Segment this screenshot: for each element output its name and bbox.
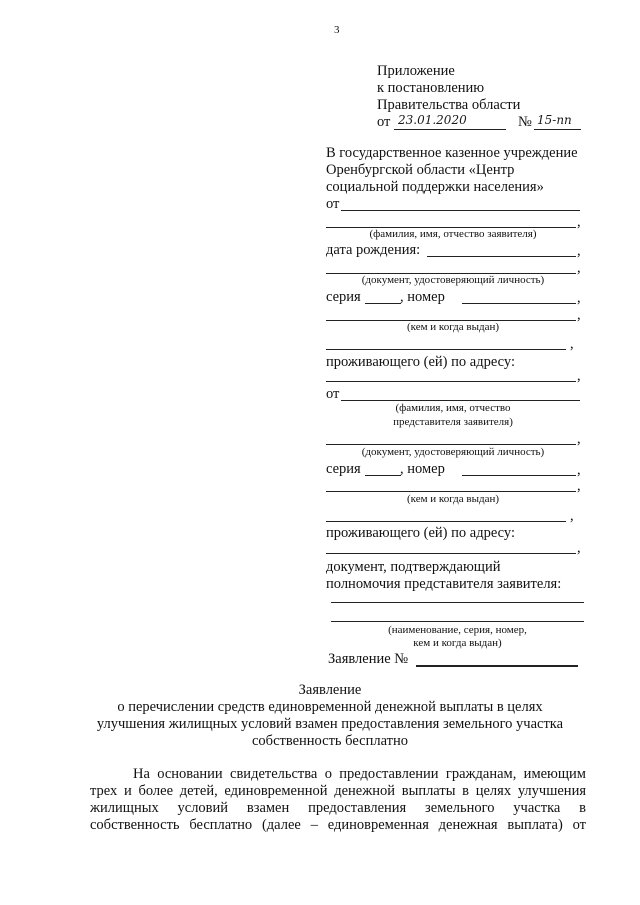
comma: , (577, 368, 581, 384)
issued-by-caption: (кем и когда выдан) (406, 321, 500, 333)
rep-series-line (365, 475, 401, 476)
addressee-line-2: Оренбургской области «Центр (326, 162, 515, 178)
comma: , (577, 478, 581, 494)
rep-series-label: серия (326, 461, 361, 477)
appendix-date-prefix: от (377, 114, 391, 130)
appendix-date-handwritten: 23.01.2020 (398, 113, 467, 127)
rep-address-line (326, 553, 576, 554)
rep-identity-doc-line (326, 444, 576, 445)
rep-issued-by-line-2 (326, 521, 566, 522)
rep-identity-doc-caption: (документ, удостоверяющий личность) (361, 446, 545, 458)
addressee-line-1: В государственное казенное учреждение (326, 145, 578, 161)
comma: , (577, 260, 581, 276)
application-number-line (416, 665, 578, 667)
representative-caption-2: представителя заявителя) (393, 416, 513, 428)
body-line-2: трех и более детей, единовременной денежной выплаты в целях улучшения (90, 783, 586, 799)
appendix-line-2: к постановлению (377, 80, 485, 96)
authority-caption-1: (наименование, серия, номер, (388, 624, 527, 636)
authority-doc-field-2 (331, 621, 584, 622)
representative-from-label: от (326, 386, 340, 402)
number-line (462, 303, 576, 304)
appendix-line-1: Приложение (377, 63, 455, 79)
comma: , (577, 462, 581, 478)
comma: , (577, 307, 581, 323)
authority-doc-line-2: полномочия представителя заявителя: (326, 576, 562, 592)
rep-issued-by-line (326, 491, 576, 492)
rep-number-label: , номер (400, 461, 445, 477)
comma: , (570, 508, 574, 524)
rep-address-label: проживающего (ей) по адресу: (326, 525, 515, 541)
appendix-number-prefix: № (518, 114, 532, 130)
statement-subtitle-1: о перечислении средств единовременной денежной выплаты в целях (117, 699, 543, 715)
appendix-number-line (534, 129, 581, 130)
comma: , (577, 540, 581, 556)
issued-by-line-2 (326, 349, 566, 350)
body-line-4: собственность бесплатно (далее – единовременная денежная выплата) от (90, 817, 586, 833)
comma: , (577, 290, 581, 306)
authority-doc-field-1 (331, 602, 584, 603)
body-line-3: жилищных условий взамен предоставления земельного участка в (90, 800, 586, 816)
from-label: от (326, 196, 340, 212)
representative-fio-line (341, 400, 580, 401)
comma: , (577, 243, 581, 259)
rep-number-line (462, 475, 576, 476)
page-number: 3 (334, 24, 340, 36)
body-line-1: На основании свидетельства о предоставлении гражданам, имеющим (133, 766, 586, 782)
applicant-fio-caption: (фамилия, имя, отчество заявителя) (369, 228, 537, 240)
statement-subtitle-2: улучшения жилищных условий взамен предоставления земельного участка (96, 716, 564, 732)
appendix-number-handwritten: 15-пп (537, 113, 572, 127)
statement-subtitle-3: собственность бесплатно (252, 733, 408, 749)
address-line (326, 381, 576, 382)
appendix-date-line (394, 129, 506, 130)
comma: , (577, 214, 581, 230)
representative-caption-1: (фамилия, имя, отчество (395, 402, 511, 414)
number-label: , номер (400, 289, 445, 305)
series-label: серия (326, 289, 361, 305)
rep-issued-by-caption: (кем и когда выдан) (406, 493, 500, 505)
application-number-label: Заявление № (328, 651, 409, 667)
appendix-line-3: Правительства области (377, 97, 521, 113)
birth-date-line (427, 256, 576, 257)
comma: , (577, 431, 581, 447)
from-field-line (341, 210, 580, 211)
authority-caption-2: кем и когда выдан) (413, 637, 502, 649)
identity-doc-caption: (документ, удостоверяющий личность) (361, 274, 545, 286)
statement-title: Заявление (298, 682, 362, 698)
addressee-line-3: социальной поддержки населения» (326, 179, 544, 195)
series-line (365, 303, 401, 304)
address-label: проживающего (ей) по адресу: (326, 354, 515, 370)
birth-date-label: дата рождения: (326, 242, 421, 258)
comma: , (570, 336, 574, 352)
authority-doc-line-1: документ, подтверждающий (326, 559, 501, 575)
